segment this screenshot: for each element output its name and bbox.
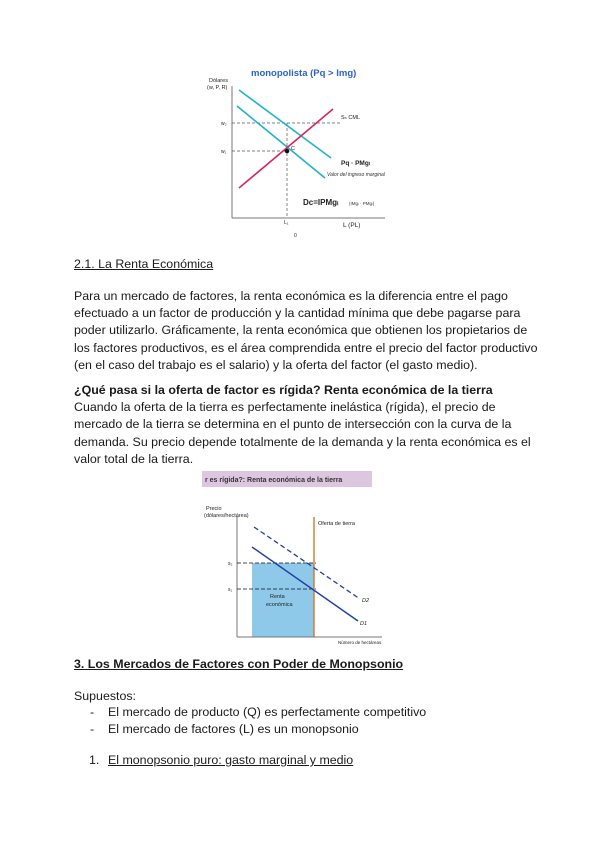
- figure-banner-text: r es rígida?: Renta económica de la tierra: [205, 477, 343, 484]
- demand-sub-label: (IMgₗ · PMgₗ): [349, 201, 375, 206]
- economic-rent-area: [252, 563, 314, 637]
- land-rent-figure: [200, 471, 390, 649]
- x-tick-label: L₁: [284, 220, 289, 226]
- x-axis-label: Número de hectáreas: [338, 640, 382, 645]
- d2-label: D2: [362, 598, 370, 604]
- section-heading-3: 3. Los Mercados de Factores con Poder de Monopsonio: [74, 657, 404, 671]
- demand-curve-upper: [239, 90, 331, 158]
- tick-low-label: w₁: [221, 149, 227, 155]
- monopolist-figure: [195, 62, 405, 244]
- y-axis-label: Dólares: [209, 78, 228, 84]
- tick-high-label: s₂: [228, 561, 233, 567]
- numbered-item: El monopsonio puro: gasto marginal y medio: [108, 753, 354, 767]
- paragraph-line: Para un mercado de factores, la renta económica es la diferencia entre el pago: [74, 289, 508, 303]
- section-heading-2-1: 2.1. La Renta Económica: [74, 257, 214, 271]
- assumptions-label: Supuestos:: [74, 689, 136, 703]
- numbered-marker: 1.: [89, 753, 100, 767]
- d1-label: D1: [360, 621, 368, 627]
- y-axis-label: Precio: [206, 506, 222, 512]
- rent-label: Renta: [270, 594, 285, 600]
- y-axis-label-sub: (dólares/hectárea): [204, 513, 249, 519]
- paragraph-line: Cuando la oferta de la tierra es perfectamente inelástica (rígida), el precio de: [74, 400, 496, 415]
- rigid-supply-section: [74, 382, 534, 468]
- rigid-supply-heading: ¿Qué pasa si la oferta de factor es rígida? Renta económica de la tierra: [74, 383, 493, 397]
- bullet-item: El mercado de producto (Q) es perfectamente competitivo: [108, 705, 427, 719]
- tick-high-label: w₂: [221, 121, 227, 127]
- paragraph-line: poder utilizarlo. Gráficamente, la renta económica que obtienen los propietarios de: [74, 323, 528, 338]
- equilibrium-point: [285, 149, 290, 154]
- paragraph-line: demanda. Su precio depende totalmente de la demanda y la renta económica es el: [74, 434, 531, 449]
- rent-label-sub: económica: [266, 602, 293, 608]
- origin-label: 0: [294, 233, 297, 239]
- bullet-marker: -: [90, 705, 95, 719]
- economic-rent-paragraph: [74, 288, 538, 374]
- pq-label: Pq · PMgₗ: [341, 160, 370, 167]
- paragraph-line: valor total de la tierra.: [74, 451, 194, 466]
- paragraph-line: efectuado a un factor de producción y la cantidad mínima que debe pagarse para: [74, 306, 521, 321]
- x-axis-label: L (PL): [343, 222, 361, 229]
- bullet-item: El mercado de factores (L) es un monopsonio: [108, 722, 359, 736]
- land-supply-label: Oferta de tierra: [318, 521, 355, 527]
- bullet-marker: -: [90, 722, 95, 736]
- tick-low-label: s₁: [228, 587, 233, 593]
- demand-curve-lower: [237, 106, 325, 178]
- equilibrium-label: C: [291, 146, 295, 152]
- demand-label: Dc=IPMgₗ: [303, 198, 339, 207]
- y-axis-label-sub: (w, P, R): [207, 85, 228, 91]
- paragraph-line: (en el caso del trabajo es el salario) y la oferta del factor (el gasto medio).: [74, 357, 478, 372]
- supply-label: Sₙ CML: [341, 115, 361, 121]
- pq-sub-label: Valor del ingreso marginal: [327, 172, 385, 178]
- paragraph-line: los factores productivos, es el área comprendida entre el precio del factor productivo: [74, 340, 538, 355]
- paragraph-line: mercado de la tierra se determina en el punto de intersección con la curva de la: [74, 417, 512, 432]
- figure-title: monopolista (Pq > Img): [251, 68, 357, 79]
